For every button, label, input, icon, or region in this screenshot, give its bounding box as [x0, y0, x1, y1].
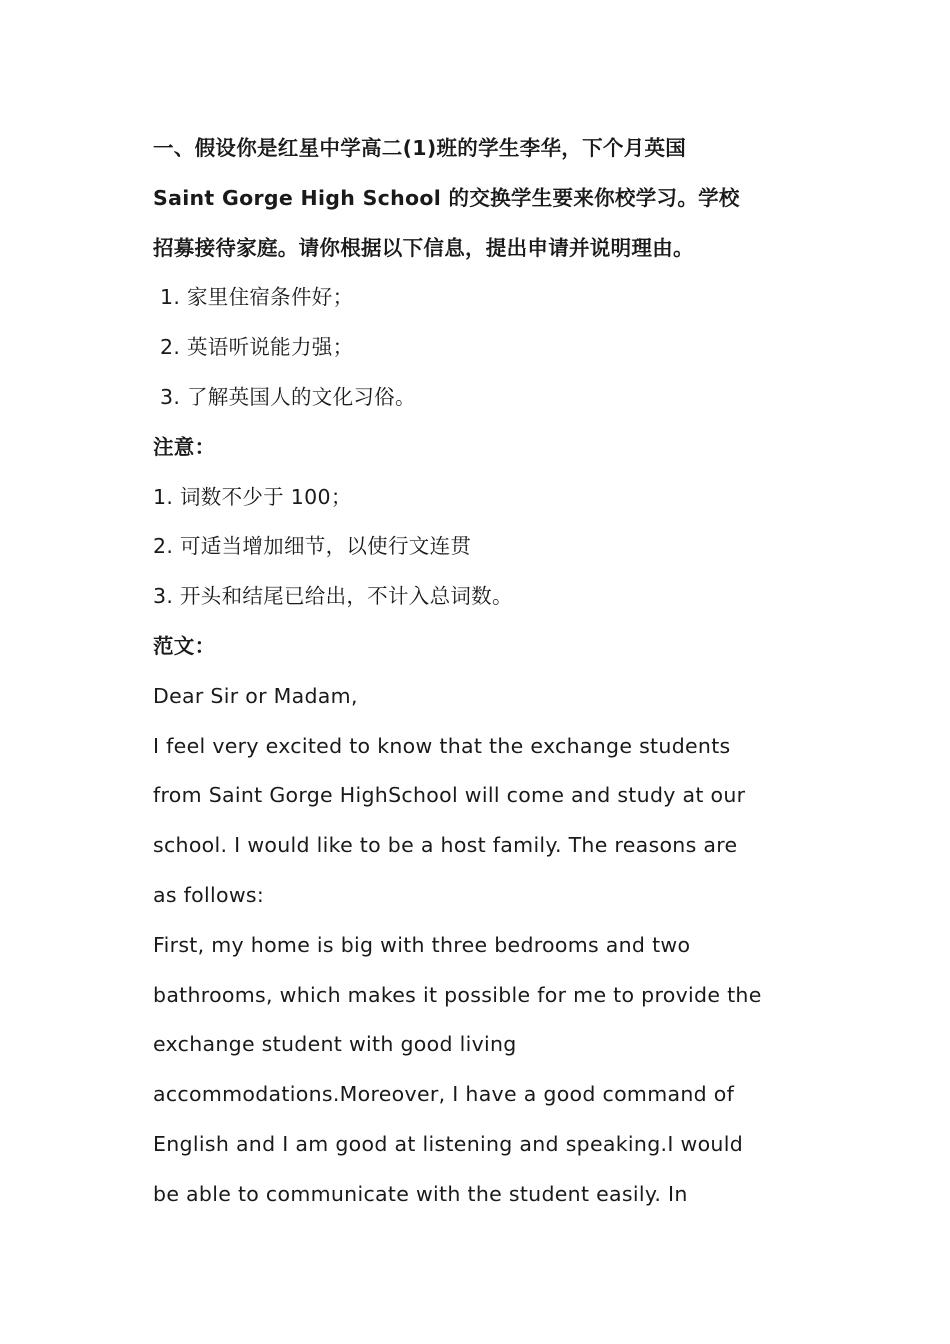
sample-line: English and I am good at listening and speaking.I would	[153, 1131, 744, 1156]
document-page	[153, 124, 803, 1220]
sample-line: be able to communicate with the student easily. In	[153, 1181, 688, 1206]
notes-section	[153, 423, 803, 622]
sample-heading: 范文：	[153, 633, 216, 658]
sample-section	[153, 622, 803, 1220]
sample-line: as follows:	[153, 882, 265, 907]
sample-line: First, my home is big with three bedrooms and two	[153, 932, 691, 957]
notes-heading: 注意：	[153, 434, 216, 459]
sample-line: school. I would like to be a host family. The reasons are	[153, 833, 738, 858]
sample-line: exchange student with good living	[153, 1032, 517, 1057]
prompt-section	[153, 124, 803, 423]
notes-item: 1. 词数不少于 100；	[153, 484, 352, 509]
notes-item: 2. 可适当增加细节，以使行文连贯	[153, 534, 472, 559]
prompt-item: 2. 英语听说能力强；	[160, 335, 354, 360]
notes-item: 3. 开头和结尾已给出，不计入总词数。	[153, 584, 513, 609]
prompt-line: 招募接待家庭。请你根据以下信息，提出申请并说明理由。	[153, 235, 694, 260]
prompt-item: 3. 了解英国人的文化习俗。	[160, 384, 416, 409]
prompt-item: 1. 家里住宿条件好；	[160, 285, 354, 310]
sample-line: from Saint Gorge HighSchool will come and study at our	[153, 783, 746, 808]
prompt-line: Saint Gorge High School 的交换学生要来你校学习。学校	[153, 185, 740, 210]
prompt-line: 一、假设你是红星中学高二(1)班的学生李华，下个月英国	[153, 136, 687, 160]
sample-line: bathrooms, which makes it possible for me to provide the	[153, 982, 762, 1007]
sample-line: I feel very excited to know that the exchange students	[153, 733, 731, 758]
sample-line: accommodations.Moreover, I have a good command of	[153, 1082, 735, 1107]
sample-greeting: Dear Sir or Madam,	[153, 683, 358, 708]
